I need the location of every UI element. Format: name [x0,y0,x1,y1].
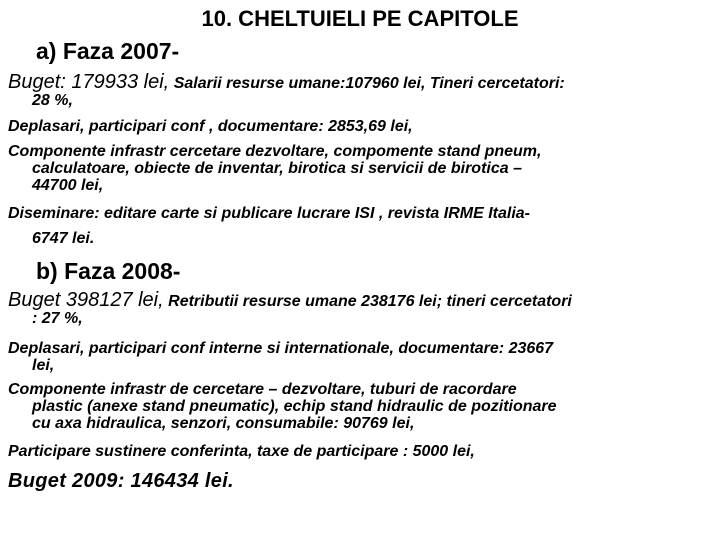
faza-2007-deplasari: Deplasari, participari conf , documentare: 2853,69 lei, [8,118,413,135]
faza-2007-componente [8,143,714,194]
faza-2008-componente-line1: Componente infrastr de cercetare – dezvoltare, tuburi de racordare [8,381,517,398]
page-title: 10. CHELTUIELI PE CAPITOLE [201,6,519,31]
faza-2007-buget-detail: Salarii resurse umane:107960 lei, Tineri cercetatori: [169,75,565,92]
faza-2008-buget-label: Buget 398127 lei, [8,289,164,311]
faza-2007-diseminare-line1: Diseminare: editare carte si publicare lucrare ISI , revista IRME Italia- [8,205,530,222]
faza-2007-diseminare [8,205,714,247]
faza-2008-buget-detail-cont: : 27 %, [32,310,83,327]
faza-2007-heading: a) Faza 2007- [36,38,180,64]
faza-2008-buget-detail: Retributii resurse umane 238176 lei; tineri cercetatori [163,293,572,310]
faza-2008-participare: Participare sustinere conferinta, taxe de participare : 5000 lei, [8,443,475,460]
faza-2007-diseminare-line2: 6747 lei. [32,230,95,247]
faza-2008-buget [8,289,714,327]
faza-2008-deplasari-line2: lei, [32,357,55,374]
faza-2007-buget-label: Buget: 179933 lei, [8,71,170,93]
faza-2007-componente-line2: calculatoare, obiecte de inventar, birotica si servicii de birotica – [32,160,522,177]
faza-2008-heading: b) Faza 2008- [36,258,181,284]
faza-2007-componente-line1: Componente infrastr cercetare dezvoltare, compomente stand pneum, [8,143,542,160]
faza-2007-buget-detail-cont: 28 %, [32,92,73,109]
faza-2008-deplasari [8,340,714,374]
faza-2007-componente-line3: 44700 lei, [32,177,104,194]
faza-2007-buget [8,71,714,109]
faza-2008-deplasari-line1: Deplasari, participari conf interne si internationale, documentare: 23667 [8,340,554,357]
buget-2009: Buget 2009: 146434 lei. [8,470,234,492]
faza-2008-componente [8,381,714,432]
faza-2008-componente-line2: plastic (anexe stand pneumatic), echip stand hidraulic de pozitionare [32,398,557,415]
faza-2008-componente-line3: cu axa hidraulica, senzori, consumabile: 90769 lei, [32,415,415,432]
